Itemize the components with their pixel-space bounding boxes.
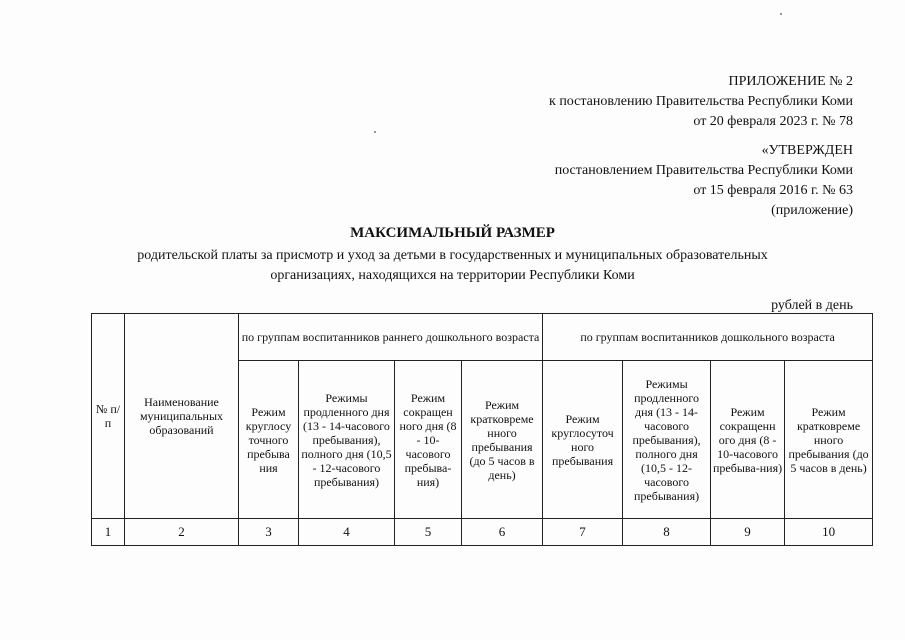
approved-date: от 15 февраля 2016 г. № 63	[693, 183, 853, 198]
subtitle-line: родительской платы за присмотр и уход за детьми в государственных и муниципальных образовательных	[137, 248, 768, 263]
appendix-number: ПРИЛОЖЕНИЕ № 2	[728, 74, 853, 89]
appendix-header	[549, 72, 853, 132]
column-number: 1	[92, 519, 125, 546]
fee-table	[91, 313, 873, 546]
column-number: 7	[543, 519, 623, 546]
column-number: 6	[462, 519, 543, 546]
early-mode-header: Режим круглосу точного пребыва ния	[239, 361, 299, 519]
column-number: 5	[395, 519, 462, 546]
approved-label: «УТВЕРЖДЕН	[761, 143, 853, 158]
preschool-mode-header: Режим круглосуточ ного пребывания	[543, 361, 623, 519]
early-mode-header: Режим сокращен ного дня (8 - 10-часового пребыва-ния)	[395, 361, 462, 519]
group-early-header: по группам воспитанников раннего дошкольного возраста	[239, 314, 543, 361]
early-mode-header: Режимы продленного дня (13 - 14-часового пребывания), полного дня (10,5 - 12-часового пребывания)	[299, 361, 395, 519]
approved-appendix-note: (приложение)	[771, 203, 853, 218]
group-preschool-header: по группам воспитанников дошкольного возраста	[543, 314, 873, 361]
column-number: 2	[125, 519, 239, 546]
units-label: рублей в день	[771, 298, 853, 313]
column-number: 8	[623, 519, 711, 546]
document-subtitle	[0, 246, 905, 286]
scan-speck	[374, 131, 376, 133]
document-title: МАКСИМАЛЬНЫЙ РАЗМЕР	[350, 225, 555, 241]
preschool-mode-header: Режимы продленного дня (13 - 14-часового пребывания), полного дня (10,5 - 12-часового пребывания)	[623, 361, 711, 519]
col-number-header: № п/п	[92, 314, 125, 519]
early-mode-header: Режим кратковреме нного пребывания (до 5 часов в день)	[462, 361, 543, 519]
table-header-row	[92, 314, 873, 361]
scan-speck	[780, 13, 782, 15]
column-number-row	[92, 519, 873, 546]
preschool-mode-header: Режим сокращенн ого дня (8 - 10-часового пребыва-ния)	[711, 361, 785, 519]
approved-header	[555, 141, 853, 221]
appendix-resolution: к постановлению Правительства Республики Коми	[549, 94, 853, 109]
col-name-header: Наименование муниципальных образований	[125, 314, 239, 519]
column-number: 9	[711, 519, 785, 546]
column-number: 4	[299, 519, 395, 546]
appendix-date: от 20 февраля 2023 г. № 78	[693, 114, 853, 129]
column-number: 3	[239, 519, 299, 546]
subtitle-line: организациях, находящихся на территории Республики Коми	[270, 268, 635, 283]
approved-resolution: постановлением Правительства Республики Коми	[554, 163, 853, 178]
preschool-mode-header: Режим кратковреме нного пребывания (до 5 часов в день)	[785, 361, 873, 519]
column-number: 10	[785, 519, 873, 546]
